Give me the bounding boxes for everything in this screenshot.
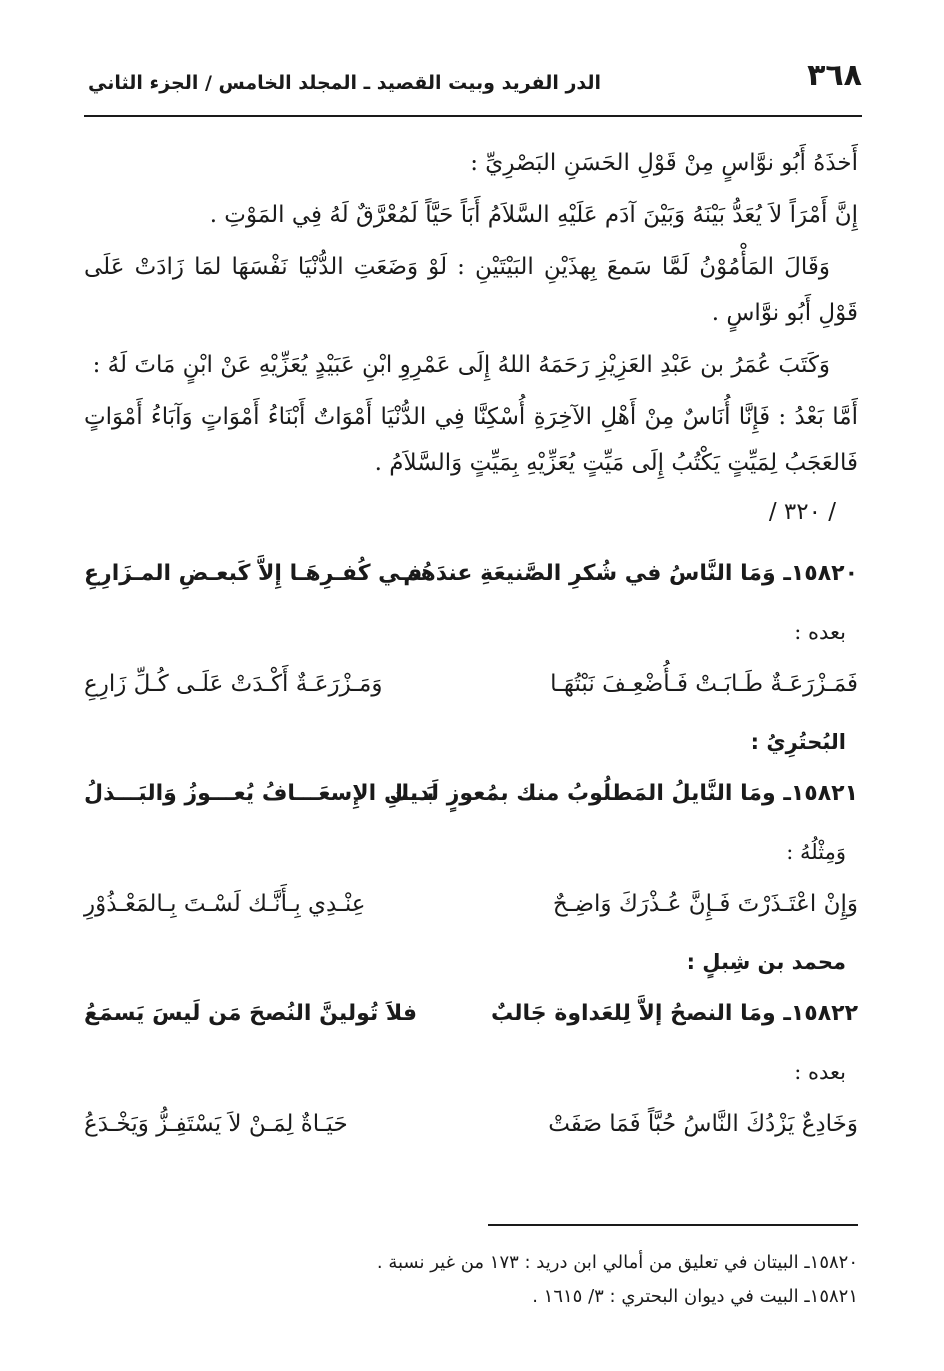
- verse-second-hemistich: وَمَـزْرَعَـةٌ أَكْـدَتْ عَلَـى كُـلِّ زَارِعِ: [84, 671, 383, 697]
- running-head: الدر الفريد وبيت القصيد ـ المجلد الخامس / الجزء الثاني: [88, 72, 602, 94]
- main-text: [84, 140, 858, 1162]
- verse-second-hemistich: حَيَـاةٌ لِمَـنْ لاَ يَسْتَفِـزُّ وَيَخْـدَعُ: [84, 1111, 348, 1137]
- verse-second-hemistich: فلاَ تُولينَّ النُصحَ مَن لَيسَ يَسمَعُ: [84, 1001, 417, 1026]
- poet-attribution: محمد بن شِبلٍ :: [686, 950, 846, 974]
- similar-label: وَمِثْلُهُ :: [786, 840, 846, 864]
- verse-1821-b: [84, 882, 858, 942]
- verse-second-hemistich: بَـــلِ الإِسعَـــافُ يُعـــوزُ وَالبَـــذلُ: [84, 781, 435, 806]
- footnote: ١٥٨٢٠ـ البيتان في تعليق من أمالي ابن دريد : ١٧٣ من غير نسبة .: [376, 1252, 858, 1273]
- verse-1821: [84, 772, 858, 832]
- after-label: بعده :: [794, 620, 846, 644]
- verse-second-hemistich: عِنْـدِي بِـأَنَّـك لَسْـتَ بِـالمَعْـذُوْرِ: [84, 891, 366, 917]
- page-header: [88, 58, 862, 102]
- paragraph: وَقَالَ المَأْمُوْنُ لَمَّا سَمعَ بِهذَيْنِ البَيْتَيْنِ : لَوْ وَضَعَتِ الدُّنْيَا نَفْسَهَا لمَا زَادَتْ عَلَى قَوْلِ أَبُو نوَّاسٍ .: [84, 254, 858, 326]
- page-reference: / ٣٢٠ /: [768, 499, 836, 525]
- paragraph: أَخذَهُ أَبُو نوَّاسٍ مِنْ قَوْلِ الحَسَنِ البَصْرِيِّ :: [470, 150, 858, 176]
- paragraph: إِنَّ أَمْرَاً لاَ يُعَدُّ بَيْنَهُ وَبَيْنَ آدَم عَلَيْهِ السَّلاَمُ أَبَاً حَيَّاً لَمُعْرَّقٌ لَهُ فِي المَوْتِ .: [209, 202, 858, 228]
- footnote-rule: [488, 1224, 858, 1226]
- poet-attribution: البُحتُرِيُ :: [750, 730, 846, 754]
- verse-first-hemistich: وَخَادِعٌ يَزْدُكَ النَّاسُ حُبَّاً فَمَا صَفَتْ: [548, 1111, 858, 1137]
- verse-first-hemistich: ١٥٨٢٢ـ ومَا النصحُ إلاَّ لِلعَداوة جَالبٌ: [491, 1001, 858, 1026]
- verse-1820-b: [84, 662, 858, 722]
- after-label: بعده :: [794, 1060, 846, 1084]
- paragraph: وَكَتَبَ عُمَرُ بن عَبْدِ العَزِيْزِ رَحَمَهُ اللهُ إِلَى عَمْرِوِ ابْنِ عَبَيْدٍ يُعَزِّيْهِ عَنْ ابْنٍ مَاتَ لَهُ :: [92, 352, 830, 378]
- paragraph: أَمَّا بَعْدُ : فَإِنَّا أُنَاسٌ مِنْ أَهْلِ الآخِرَةِ أُسْكِنَّا فِي الدُّنْيَا أَمْوَاتٌ أَبْنَاءُ أَمْوَاتٍ وَآبَاءُ أَمْوَاتٍ فَالعَجَبُ لِمَيِّتٍ يَكْتُبُ إِلَى مَيِّتٍ يُعَزِّيْهِ بِمَيِّتٍ وَالسَّلاَمُ .: [84, 404, 858, 476]
- verse-first-hemistich: ١٥٨٢١ـ ومَا النَّايلُ المَطلُوبُ منك بمُعوزٍ لَديك: [389, 781, 858, 806]
- verse-first-hemistich: ١٥٨٢٠ـ وَمَا النَّاسُ في شُكرِ الصَّنيعَةِ عندَهُم: [403, 561, 858, 586]
- page-number: ٣٦٨: [807, 58, 862, 93]
- header-rule: [84, 115, 862, 117]
- footnotes: [84, 1246, 858, 1314]
- verse-second-hemistich: فـي كُفـرِهَـا إِلاَّ كَبعـضِ المـزَارِعِ: [84, 561, 423, 586]
- verse-1822: [84, 992, 858, 1052]
- verse-1822-b: [84, 1102, 858, 1162]
- footnote: ١٥٨٢١ـ البيت في ديوان البحتري : ٣/ ١٦١٥ .: [532, 1286, 858, 1307]
- verse-first-hemistich: وَإِنْ اعْتَـذَرْتَ فَـإِنَّ عُـذْرَكَ وَاضِـحٌ: [552, 891, 858, 917]
- verse-1820: [84, 552, 858, 612]
- verse-first-hemistich: فَمَـزْرَعَـةٌ طَـابَـتْ فَـأُضْعِـفَ نَبْتُهَـا: [550, 671, 858, 697]
